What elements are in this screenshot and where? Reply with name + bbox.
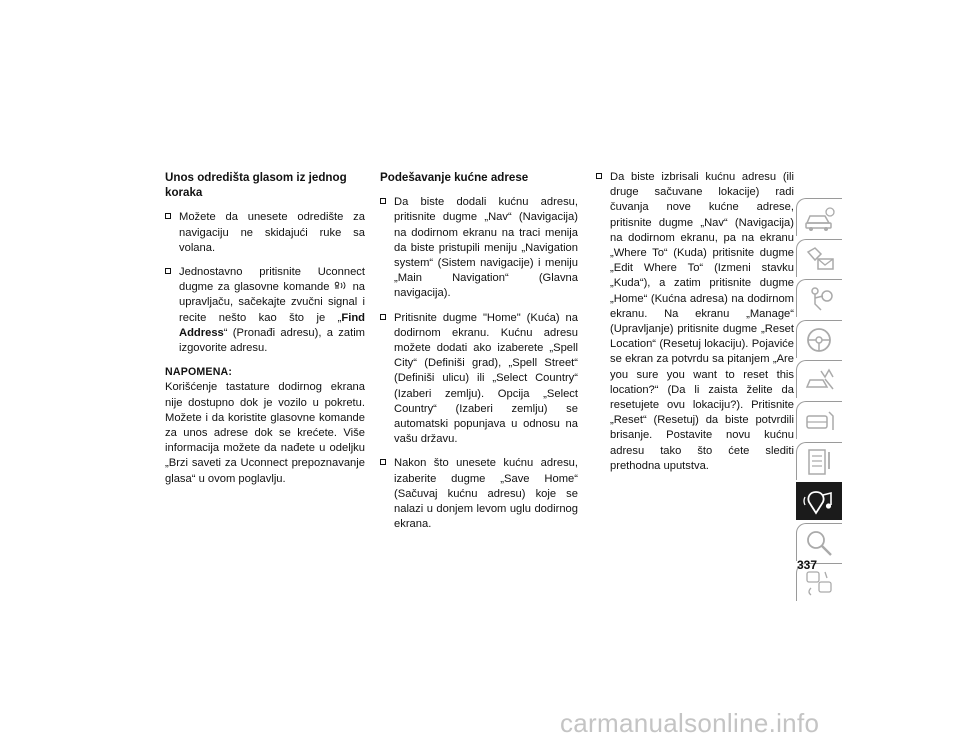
tab-warning-lights[interactable] (796, 239, 842, 277)
bullet-item (380, 311, 578, 448)
multimedia-music-icon (803, 487, 837, 517)
airbag-safety-icon (803, 284, 837, 314)
search-index-icon (803, 528, 837, 558)
column-1 (165, 170, 365, 487)
tab-starting-operating[interactable] (796, 320, 842, 358)
tab-emergency[interactable] (796, 360, 842, 398)
specifications-list-icon (803, 447, 837, 477)
tab-safety[interactable] (796, 279, 842, 317)
checkbox-bullet-icon (165, 213, 171, 219)
tab-specifications[interactable] (796, 442, 842, 480)
bullet-item (380, 456, 578, 532)
checkbox-bullet-icon (380, 459, 386, 465)
bullet-text: Možete da unesete odredište za navigaciju ne skidajući ruke sa volana. (179, 211, 365, 254)
page-number: 337 (797, 558, 818, 572)
bullet-item (596, 170, 794, 474)
checkbox-bullet-icon (165, 268, 171, 274)
tab-servicing[interactable] (796, 401, 842, 439)
note-text: Korišćenje tastature dodirnog ekrana nije dostupno dok je vozilo u pokretu. Možete i da koristite glasovne komande za unos adrese dok se krećete. Više informacija možete da nađete u odeljku „Brzi saveti za Uconnect prepoznavanje glasa“ u ovom poglavlju. (165, 381, 365, 485)
tab-vehicle-info[interactable] (796, 198, 842, 236)
bullet-text: Pritisnite dugme "Home" (Kuća) na dodirnom ekranu. Kućnu adresu možete dodati ako izaberete „Spell City“ (Definiši grad), „Spell Street“ (Definiši ulicu) ili „Select Country“ (Izaberi zemlju). Opcija „Select Country“ (Izaberi zemlju) se automatski popunjava u odnosu na vašu državu. (394, 311, 578, 446)
note-title: NAPOMENA: (165, 366, 233, 379)
car-info-icon (803, 203, 837, 233)
section-heading-one-step-voice: Unos odredišta glasom iz jednog koraka (165, 171, 347, 200)
bullet-text: Nakon što unesete kućnu adresu, izaberite dugme „Save Home“ (Sačuvaj kućnu adresu) koje se nalazi u donjem levom uglu dodirnog ekrana. (394, 457, 578, 531)
bullet-item (165, 265, 365, 356)
checkbox-bullet-icon (380, 198, 386, 204)
bullet-text: Da biste izbrisali kućnu adresu (ili druge sačuvane lokacije) radi čuvanja nove kućne adrese, pritisnite dugme „Nav“ (Navigacija) na dodirnom ekranu, pa na ekranu „Where To“ (Kuda) pritisnite dugme „Edit Where To“ (Izmeni stavku „Kuda“), a zatim pritisnite dugme „Home“ (Kućna adresa) na dodirnom ekranu. Na ekranu „Manage“ (Upravljanje) pritisnite dugme „Reset Location“ (Resetuj lokaciju). Pojaviće se ekran za potvrdu sa pitanjem „Are you sure you want to reset this location?“ (Da li zaista želite da resetujete ovu lokaciju?). Pritisnite „Reset“ (Resetuj) da biste potvrdili brisanje. Postavite novu kućnu adresu tako što ćete slediti prethodna uputstva. (610, 171, 794, 472)
chapter-tabs (796, 198, 842, 604)
bullet-text: na upravljaču, sačekajte zvučni signal i recite nešto kao što je „ (179, 281, 366, 324)
checkbox-bullet-icon (380, 314, 386, 320)
bullet-text: Jednostavno pritisnite Uconnect dugme za glasovne komande (179, 266, 365, 294)
car-service-icon (803, 406, 837, 436)
column-3 (596, 170, 794, 483)
bullet-item (380, 195, 578, 301)
checkbox-bullet-icon (596, 173, 602, 179)
tab-multimedia[interactable] (796, 482, 842, 520)
warning-lights-icon (803, 244, 837, 274)
watermark: carmanualsonline.info (560, 708, 820, 738)
bullet-text: “ (Pronađi adresu), a zatim izgovorite adresu. (179, 326, 365, 355)
car-crash-icon (803, 365, 837, 395)
voice-command-icon (334, 281, 353, 293)
bullet-item (165, 210, 365, 256)
tab-index[interactable] (796, 523, 842, 561)
find-address-command: Find Address (179, 311, 365, 339)
section-heading-home-address: Podešavanje kućne adrese (380, 171, 529, 184)
steering-wheel-icon (803, 325, 837, 355)
bullet-text: Da biste dodali kućnu adresu, pritisnite dugme „Nav“ (Navigacija) na dodirnom ekranu na traci menija da biste pristupili meniju „Navigation system“ (Sistem navigacije) i meniju „Main Navigation“ (Glavna navigacija). (394, 196, 578, 300)
language-icon (803, 568, 837, 598)
column-2 (380, 170, 578, 541)
